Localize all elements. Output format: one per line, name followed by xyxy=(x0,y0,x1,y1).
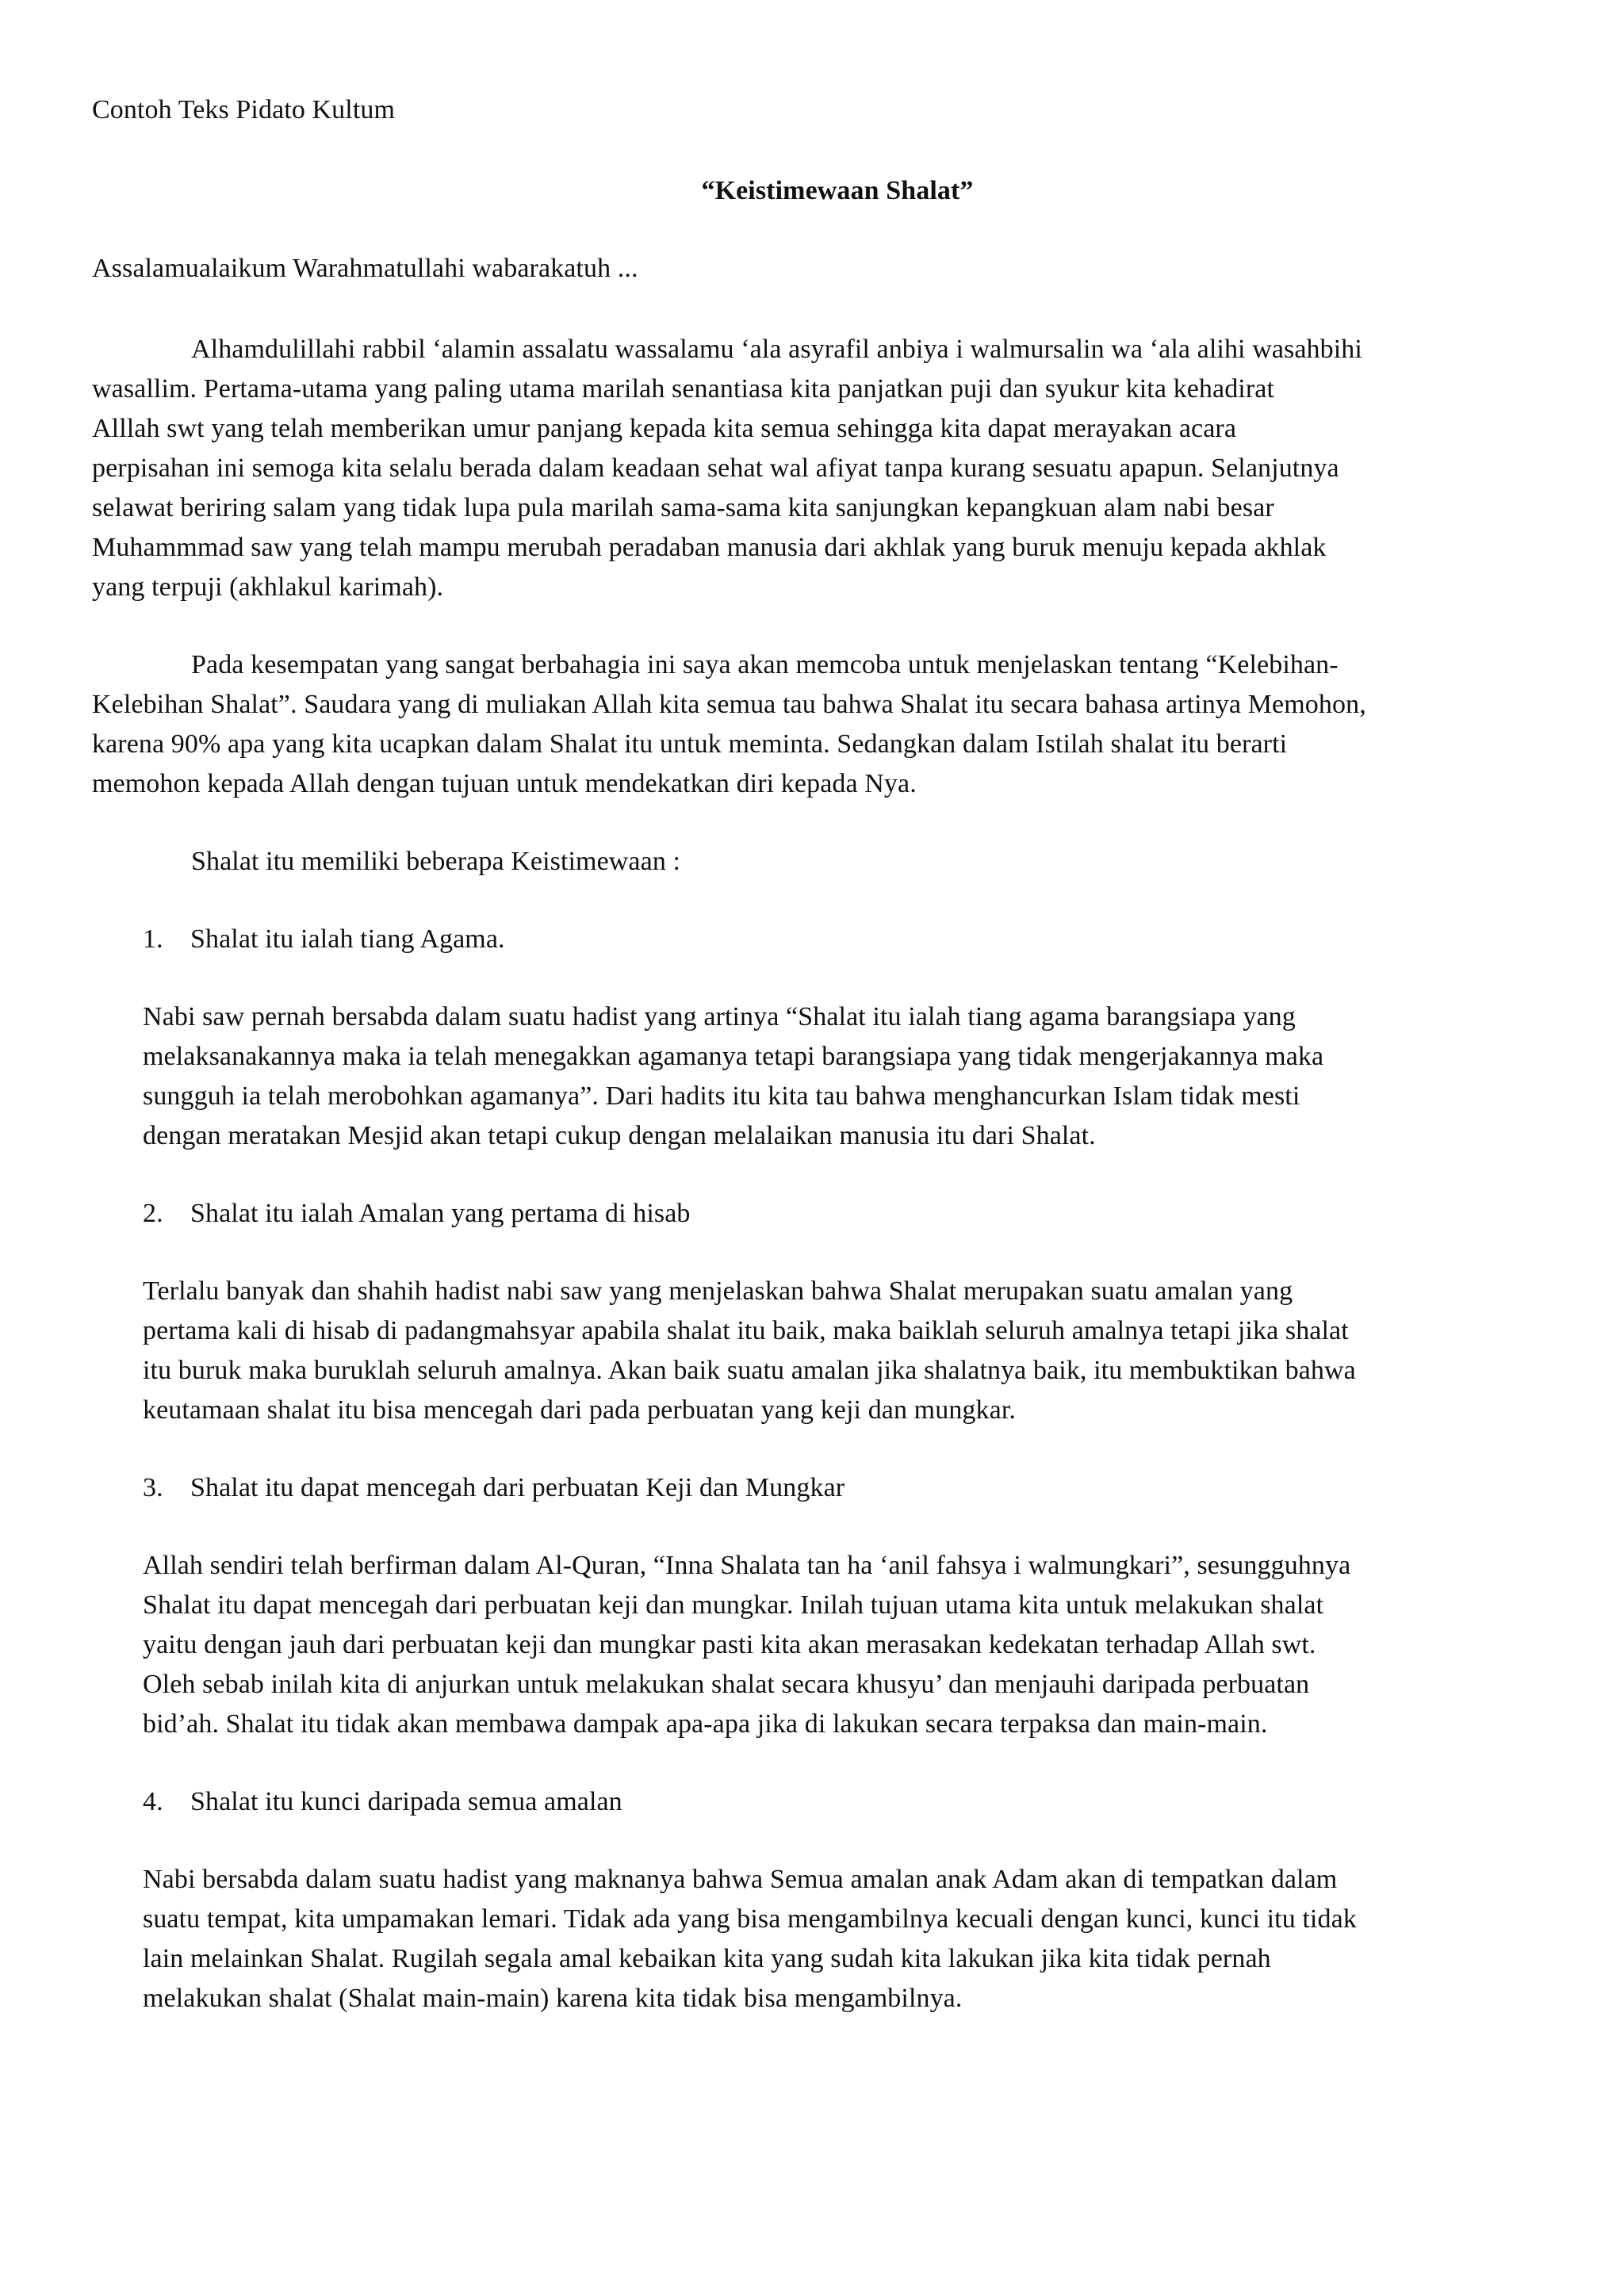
list-item-body xyxy=(143,1272,1583,1430)
text-line: Muhammmad saw yang telah mampu merubah peradaban manusia dari akhlak yang buruk menuju kepada akhlak xyxy=(92,533,1327,562)
text-line: melakukan shalat (Shalat main-main) karena kita tidak bisa mengambilnya. xyxy=(143,1984,963,2013)
text-line: Pada kesempatan yang sangat berbahagia ini saya akan memcoba untuk menjelaskan tentang “Kelebihan- xyxy=(191,650,1339,679)
opening-greeting: Assalamualaikum Warahmatullahi wabarakatuh ... xyxy=(92,254,638,283)
text-line: bid’ah. Shalat itu tidak akan membawa dampak apa-apa jika di lakukan secara terpaksa dan main-main. xyxy=(143,1709,1268,1739)
document-header: Contoh Teks Pidato Kultum xyxy=(92,95,396,124)
text-line: sungguh ia telah merobohkan agamanya”. Dari hadits itu kita tau bahwa menghancurkan Islam tidak mesti xyxy=(143,1081,1300,1111)
speech-title: “Keistimewaan Shalat” xyxy=(701,176,974,205)
list-item xyxy=(143,920,1583,959)
definition-paragraph xyxy=(92,645,1583,804)
text-line: yaitu dengan jauh dari perbuatan keji dan mungkar pasti kita akan merasakan kedekatan terhadap Allah swt. xyxy=(143,1630,1316,1659)
document-content xyxy=(92,90,1583,2057)
text-line: Alhamdulillahi rabbil ‘alamin assalatu wassalamu ‘ala asyrafil anbiya i walmursalin wa ‘ala alihi wasahbihi xyxy=(191,335,1362,364)
text-line: lain melainkan Shalat. Rugilah segala amal kebaikan kita yang sudah kita lakukan jika kita tidak pernah xyxy=(143,1944,1271,1973)
text-line: suatu tempat, kita umpamakan lemari. Tidak ada yang bisa mengambilnya kecuali dengan kunci, kunci itu tidak xyxy=(143,1904,1357,1934)
text-line: Kelebihan Shalat”. Saudara yang di muliakan Allah kita semua tau bahwa Shalat itu secara bahasa artinya Memohon, xyxy=(92,690,1366,719)
text-line: Alllah swt yang telah memberikan umur panjang kepada kita semua sehingga kita dapat merayakan acara xyxy=(92,414,1237,443)
text-line: yang terpuji (akhlakul karimah). xyxy=(92,572,444,602)
text-line: selawat beriring salam yang tidak lupa pula marilah sama-sama kita sanjungkan kepangkuan alam nabi besar xyxy=(92,493,1274,522)
text-line: wasallim. Pertama-utama yang paling utama marilah senantiasa kita panjatkan puji dan syukur kita kehadirat xyxy=(92,374,1275,404)
list-item-body xyxy=(143,1546,1583,1744)
list-heading: Shalat itu ialah tiang Agama. xyxy=(190,924,505,954)
intro-paragraph xyxy=(92,330,1583,607)
text-line: Nabi bersabda dalam suatu hadist yang maknanya bahwa Semua amalan anak Adam akan di tempatkan dalam xyxy=(143,1865,1338,1894)
text-line: perpisahan ini semoga kita selalu berada dalam keadaan sehat wal afiyat tanpa kurang sesuatu apapun. Selanjutnya xyxy=(92,453,1339,483)
list-number: 1. xyxy=(143,924,163,954)
list-number: 2. xyxy=(143,1199,163,1228)
list-heading: Shalat itu ialah Amalan yang pertama di hisab xyxy=(190,1199,691,1228)
text-line: Nabi saw pernah bersabda dalam suatu hadist yang artinya “Shalat itu ialah tiang agama barangsiapa yang xyxy=(143,1002,1296,1031)
list-number: 4. xyxy=(143,1787,163,1816)
text-line: Terlalu banyak dan shahih hadist nabi saw yang menjelaskan bahwa Shalat merupakan suatu amalan yang xyxy=(143,1276,1293,1306)
feature-list xyxy=(143,1468,1583,1508)
text-line: pertama kali di hisab di padangmahsyar apabila shalat itu baik, maka baiklah seluruh amalnya tetapi jika shalat xyxy=(143,1316,1349,1345)
features-intro-paragraph xyxy=(92,842,1583,882)
text-line: Shalat itu dapat mencegah dari perbuatan keji dan mungkar. Inilah tujuan utama kita untuk melakukan shalat xyxy=(143,1590,1324,1620)
text-line: memohon kepada Allah dengan tujuan untuk mendekatkan diri kepada Nya. xyxy=(92,769,917,798)
feature-list xyxy=(143,920,1583,959)
text-line: Oleh sebab inilah kita di anjurkan untuk melakukan shalat secara khusyu’ dan menjauhi daripada perbuatan xyxy=(143,1670,1310,1699)
list-item xyxy=(143,1782,1583,1822)
list-number: 3. xyxy=(143,1473,163,1502)
text-line: Allah sendiri telah berfirman dalam Al-Quran, “Inna Shalata tan ha ‘anil fahsya i walmungkari”, sesungguhnya xyxy=(143,1551,1351,1580)
list-item-body xyxy=(143,1860,1583,2019)
feature-list xyxy=(143,1194,1583,1234)
feature-list xyxy=(143,1782,1583,1822)
text-line: dengan meratakan Mesjid akan tetapi cukup dengan melalaikan manusia itu dari Shalat. xyxy=(143,1121,1096,1150)
text-line: itu buruk maka buruklah seluruh amalnya. Akan baik suatu amalan jika shalatnya baik, itu membuktikan bahwa xyxy=(143,1356,1356,1385)
list-heading: Shalat itu dapat mencegah dari perbuatan Keji dan Mungkar xyxy=(190,1473,845,1502)
list-item-body xyxy=(143,997,1583,1156)
text-line: melaksanakannya maka ia telah menegakkan agamanya tetapi barangsiapa yang tidak mengerjakannya maka xyxy=(143,1042,1324,1071)
list-item xyxy=(143,1468,1583,1508)
text-line: keutamaan shalat itu bisa mencegah dari pada perbuatan yang keji dan mungkar. xyxy=(143,1395,1016,1425)
list-heading: Shalat itu kunci daripada semua amalan xyxy=(190,1787,622,1816)
list-item xyxy=(143,1194,1583,1234)
text-line: karena 90% apa yang kita ucapkan dalam Shalat itu untuk meminta. Sedangkan dalam Istilah shalat itu berarti xyxy=(92,729,1288,759)
text-line: Shalat itu memiliki beberapa Keistimewaan : xyxy=(191,847,681,876)
